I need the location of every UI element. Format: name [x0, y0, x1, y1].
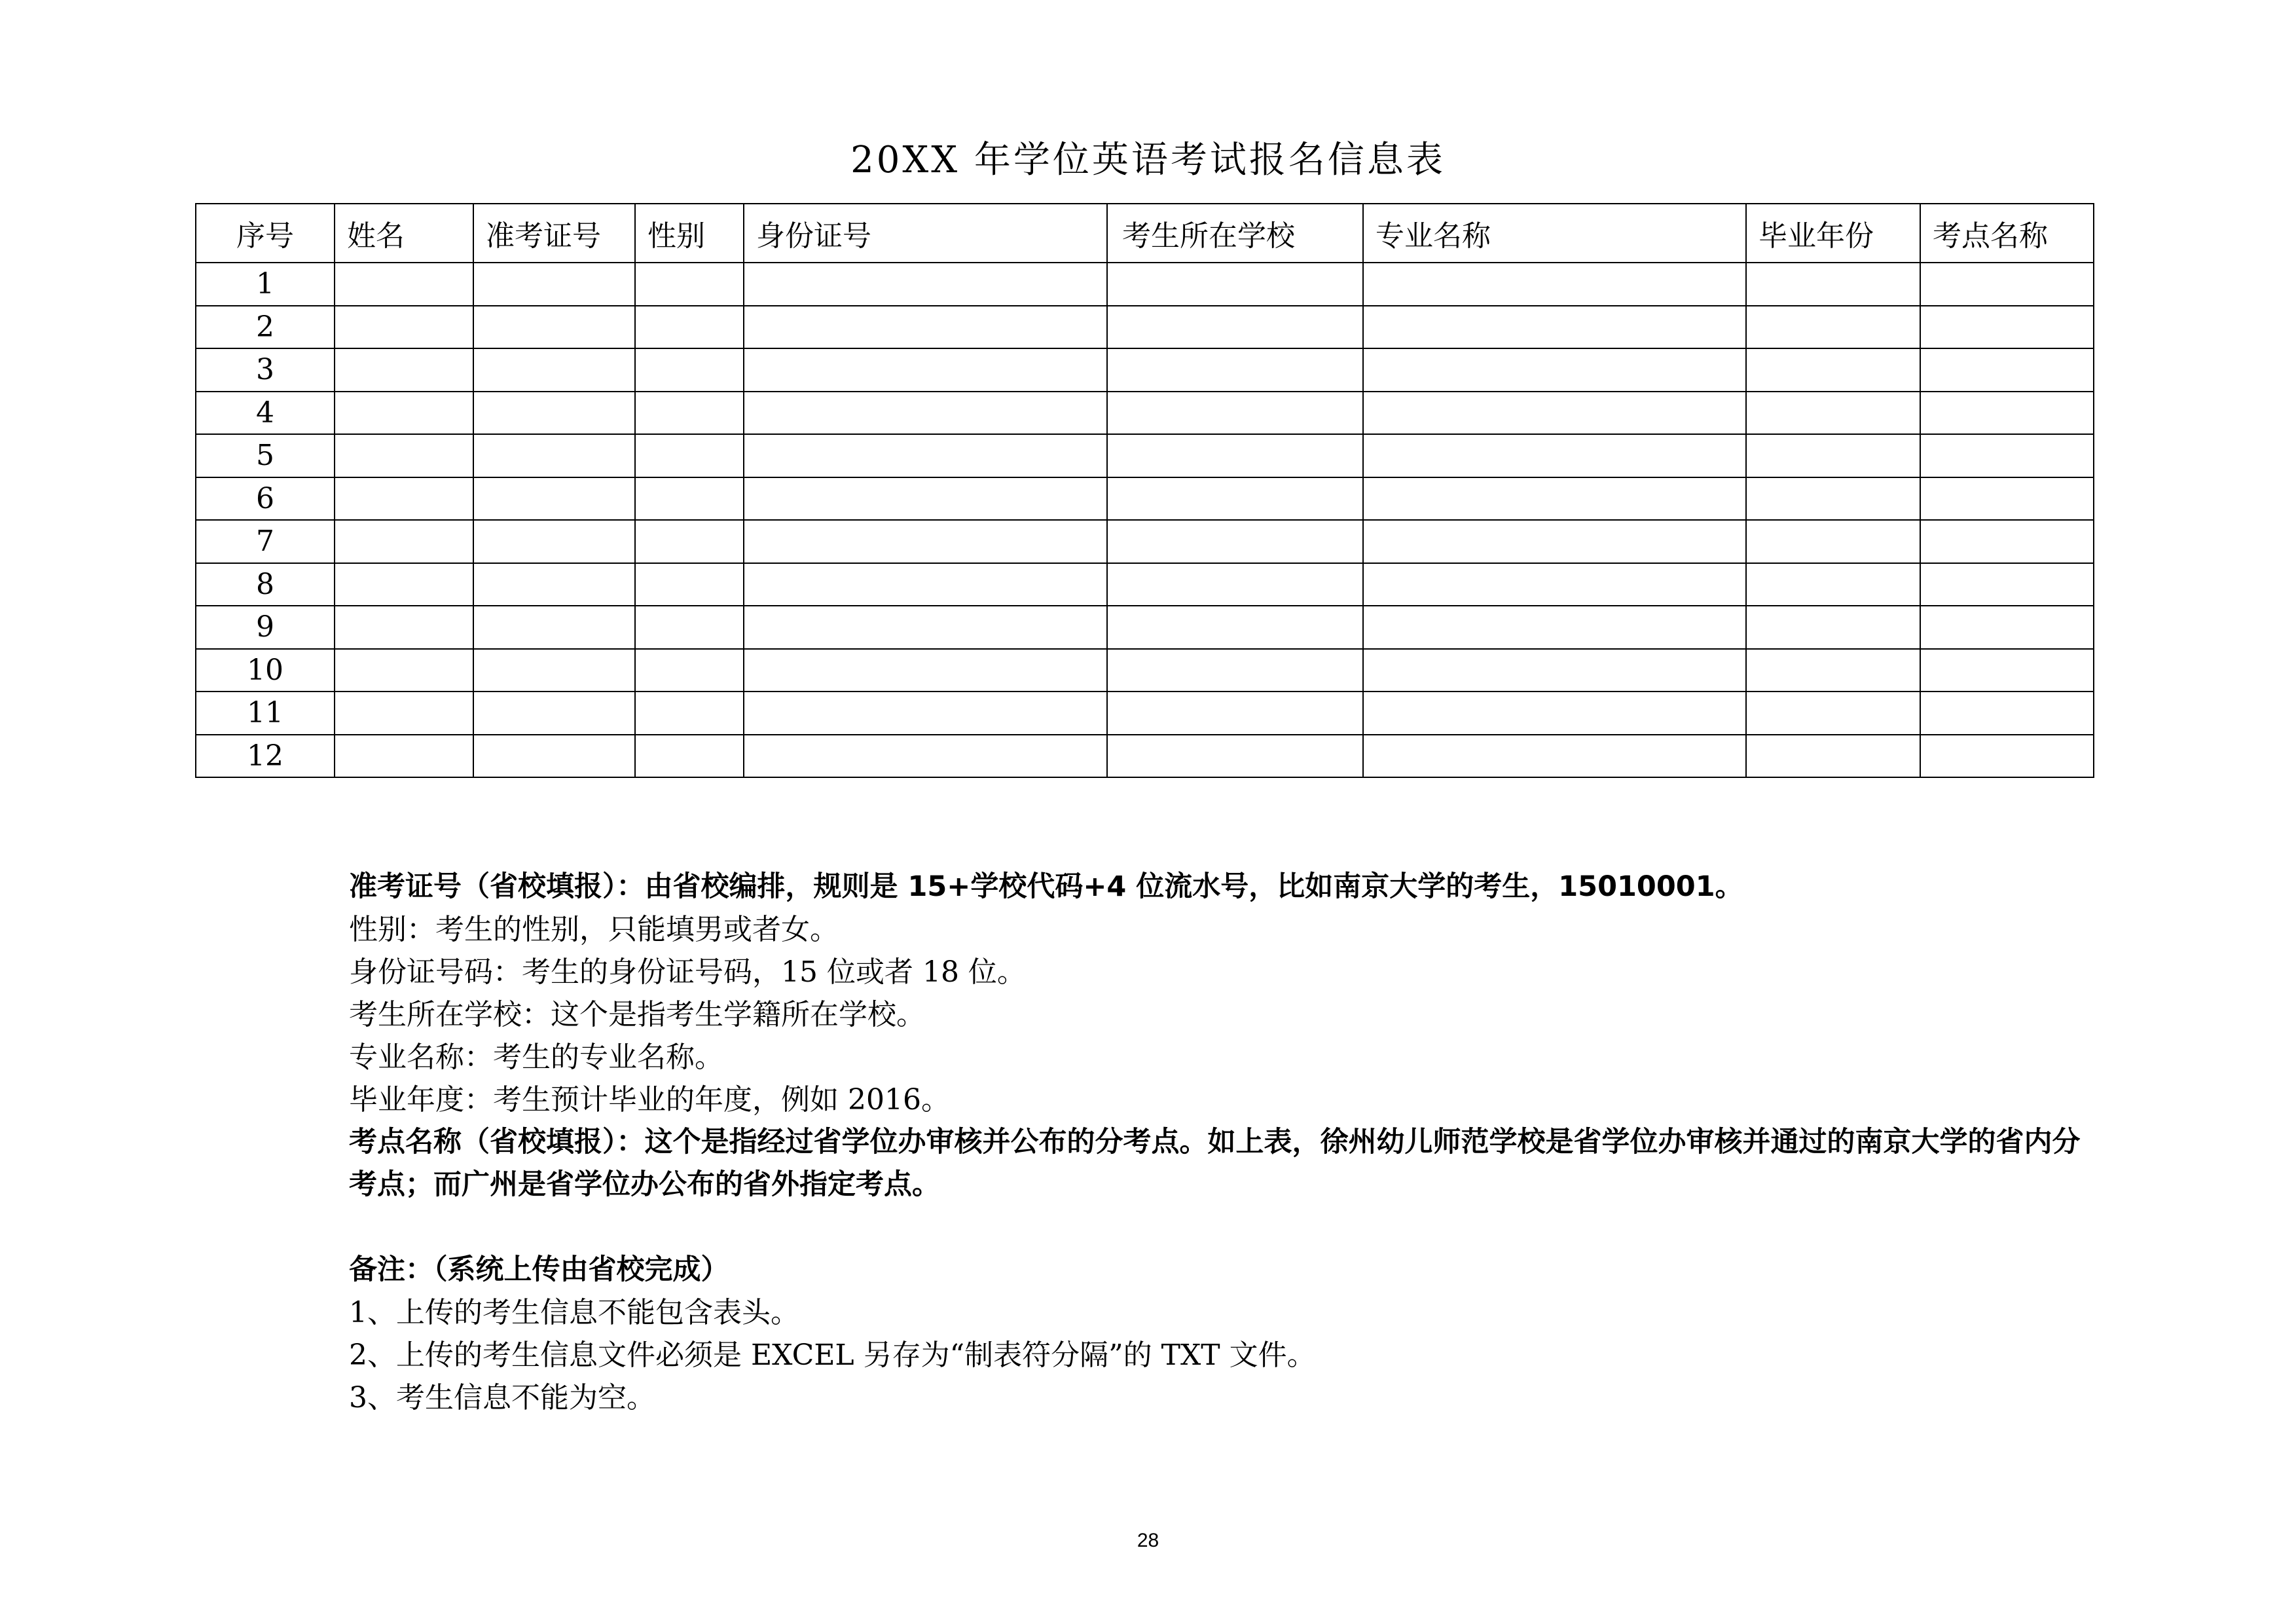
empty-cell — [1746, 606, 1920, 649]
empty-cell — [744, 520, 1107, 563]
table-row — [196, 563, 2094, 606]
table-header-row — [196, 204, 2094, 263]
spacer — [349, 1206, 2104, 1249]
empty-cell — [335, 392, 473, 435]
row-number-cell: 8 — [196, 563, 335, 606]
empty-cell — [744, 348, 1107, 392]
note-school: 考生所在学校：这个是指考生学籍所在学校。 — [349, 998, 925, 1031]
row-number-cell: 9 — [196, 606, 335, 649]
empty-cell — [1363, 649, 1746, 692]
header-index: 序号 — [196, 204, 335, 263]
row-number-cell: 7 — [196, 520, 335, 563]
empty-cell — [744, 692, 1107, 735]
empty-cell — [1107, 434, 1363, 477]
header-admission-no: 准考证号 — [473, 204, 635, 263]
empty-cell — [1920, 348, 2094, 392]
row-number-cell: 1 — [196, 263, 335, 306]
row-number-cell: 12 — [196, 735, 335, 778]
empty-cell — [635, 434, 744, 477]
table-row — [196, 477, 2094, 521]
empty-cell — [1363, 606, 1746, 649]
empty-cell — [744, 263, 1107, 306]
empty-cell — [1363, 306, 1746, 349]
empty-cell — [473, 434, 635, 477]
empty-cell — [1920, 606, 2094, 649]
empty-cell — [744, 735, 1107, 778]
header-gender: 性别 — [635, 204, 744, 263]
empty-cell — [1107, 477, 1363, 521]
table-row — [196, 263, 2094, 306]
note-id-number: 身份证号码：考生的身份证号码，15 位或者 18 位。 — [349, 955, 1026, 989]
empty-cell — [1107, 692, 1363, 735]
empty-cell — [635, 735, 744, 778]
empty-cell — [635, 692, 744, 735]
empty-cell — [1746, 348, 1920, 392]
empty-cell — [335, 735, 473, 778]
empty-cell — [1920, 392, 2094, 435]
table-row — [196, 520, 2094, 563]
empty-cell — [1363, 563, 1746, 606]
empty-cell — [473, 348, 635, 392]
note-admission-no: 准考证号（省校填报）：由省校编排，规则是 15+学校代码+4 位流水号，比如南京大学的考生，15010001。 — [349, 870, 1743, 903]
header-major: 专业名称 — [1363, 204, 1746, 263]
empty-cell — [1746, 263, 1920, 306]
table-body — [196, 263, 2094, 777]
note-grad-year: 毕业年度：考生预计毕业的年度，例如 2016。 — [349, 1083, 950, 1116]
empty-cell — [744, 606, 1107, 649]
page-title: 20XX 年学位英语考试报名信息表 — [850, 139, 1446, 181]
note-exam-site: 考点名称（省校填报）：这个是指经过省学位办审核并公布的分考点。如上表，徐州幼儿师范学校是省学位办审核并通过的南京大学的省内分考点；而广州是省学位办公布的省外指定考点。 — [349, 1126, 2081, 1201]
row-number-cell: 4 — [196, 392, 335, 435]
empty-cell — [744, 477, 1107, 521]
empty-cell — [1746, 649, 1920, 692]
empty-cell — [335, 434, 473, 477]
note-major: 专业名称：考生的专业名称。 — [349, 1041, 723, 1074]
empty-cell — [335, 263, 473, 306]
empty-cell — [1107, 649, 1363, 692]
remark-item-3: 3、考生信息不能为空。 — [349, 1381, 655, 1414]
remark-item-2: 2、上传的考生信息文件必须是 EXCEL 另存为“制表符分隔”的 TXT 文件。 — [349, 1338, 1316, 1372]
empty-cell — [635, 477, 744, 521]
empty-cell — [1107, 735, 1363, 778]
empty-cell — [1920, 692, 2094, 735]
empty-cell — [1920, 306, 2094, 349]
empty-cell — [1746, 735, 1920, 778]
notes-section — [349, 866, 2104, 1419]
table-row — [196, 692, 2094, 735]
empty-cell — [1746, 392, 1920, 435]
header-name: 姓名 — [335, 204, 473, 263]
row-number-cell: 10 — [196, 649, 335, 692]
empty-cell — [635, 606, 744, 649]
empty-cell — [335, 520, 473, 563]
empty-cell — [335, 563, 473, 606]
header-grad-year: 毕业年份 — [1746, 204, 1920, 263]
empty-cell — [473, 392, 635, 435]
empty-cell — [335, 306, 473, 349]
table-row — [196, 735, 2094, 778]
note-gender: 性别：考生的性别，只能填男或者女。 — [349, 913, 839, 946]
empty-cell — [1363, 392, 1746, 435]
table-row — [196, 649, 2094, 692]
row-number-cell: 6 — [196, 477, 335, 521]
header-id-number: 身份证号 — [744, 204, 1107, 263]
empty-cell — [1107, 563, 1363, 606]
empty-cell — [473, 735, 635, 778]
empty-cell — [1746, 306, 1920, 349]
empty-cell — [744, 392, 1107, 435]
empty-cell — [635, 263, 744, 306]
empty-cell — [473, 520, 635, 563]
table-row — [196, 348, 2094, 392]
empty-cell — [1920, 649, 2094, 692]
empty-cell — [744, 563, 1107, 606]
empty-cell — [1746, 563, 1920, 606]
registration-table — [195, 203, 2094, 778]
empty-cell — [1363, 692, 1746, 735]
empty-cell — [335, 477, 473, 521]
table-row — [196, 392, 2094, 435]
table-row — [196, 306, 2094, 349]
row-number-cell: 2 — [196, 306, 335, 349]
empty-cell — [635, 392, 744, 435]
table-row — [196, 434, 2094, 477]
empty-cell — [1746, 520, 1920, 563]
remark-title: 备注：（系统上传由省校完成） — [349, 1253, 729, 1286]
empty-cell — [635, 520, 744, 563]
empty-cell — [744, 434, 1107, 477]
empty-cell — [1107, 263, 1363, 306]
empty-cell — [1920, 434, 2094, 477]
empty-cell — [1920, 520, 2094, 563]
empty-cell — [1363, 434, 1746, 477]
empty-cell — [473, 649, 635, 692]
empty-cell — [1746, 477, 1920, 521]
empty-cell — [1363, 477, 1746, 521]
empty-cell — [635, 348, 744, 392]
empty-cell — [473, 692, 635, 735]
empty-cell — [1107, 306, 1363, 349]
empty-cell — [1920, 563, 2094, 606]
empty-cell — [635, 649, 744, 692]
empty-cell — [744, 649, 1107, 692]
empty-cell — [1363, 735, 1746, 778]
empty-cell — [1920, 263, 2094, 306]
empty-cell — [744, 306, 1107, 349]
empty-cell — [1746, 692, 1920, 735]
page-number: 28 — [1137, 1530, 1159, 1551]
empty-cell — [473, 477, 635, 521]
empty-cell — [473, 606, 635, 649]
row-number-cell: 3 — [196, 348, 335, 392]
empty-cell — [335, 606, 473, 649]
empty-cell — [473, 563, 635, 606]
header-exam-site: 考点名称 — [1920, 204, 2094, 263]
table-row — [196, 606, 2094, 649]
empty-cell — [473, 306, 635, 349]
empty-cell — [1746, 434, 1920, 477]
row-number-cell: 5 — [196, 434, 335, 477]
empty-cell — [473, 263, 635, 306]
empty-cell — [335, 649, 473, 692]
empty-cell — [1920, 735, 2094, 778]
empty-cell — [1107, 520, 1363, 563]
empty-cell — [1920, 477, 2094, 521]
empty-cell — [1363, 520, 1746, 563]
row-number-cell: 11 — [196, 692, 335, 735]
empty-cell — [1363, 348, 1746, 392]
empty-cell — [335, 692, 473, 735]
empty-cell — [335, 348, 473, 392]
remark-item-1: 1、上传的考生信息不能包含表头。 — [349, 1296, 799, 1329]
empty-cell — [1107, 348, 1363, 392]
empty-cell — [1107, 606, 1363, 649]
empty-cell — [1363, 263, 1746, 306]
empty-cell — [1107, 392, 1363, 435]
empty-cell — [635, 306, 744, 349]
empty-cell — [635, 563, 744, 606]
header-school: 考生所在学校 — [1107, 204, 1363, 263]
